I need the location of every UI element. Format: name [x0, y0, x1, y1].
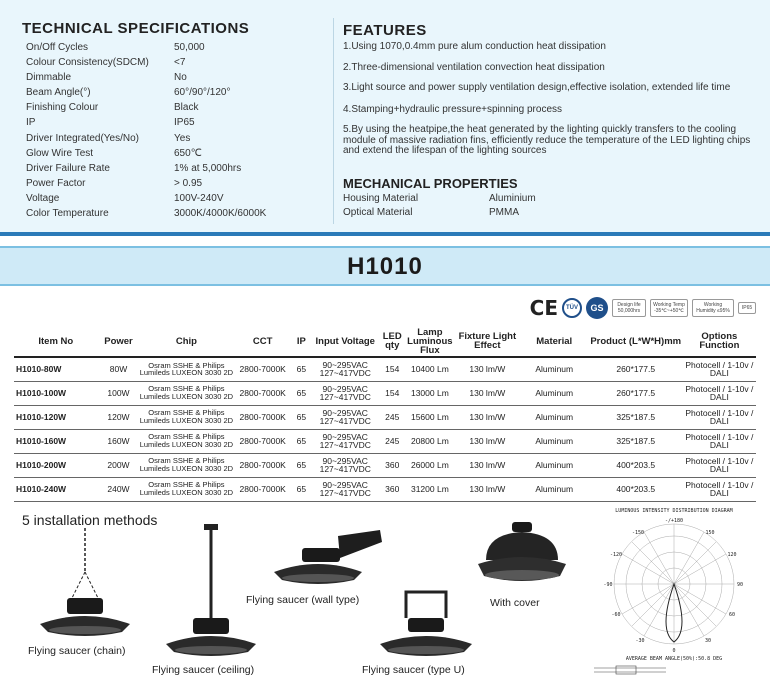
table-cell: 130 lm/W	[455, 453, 520, 477]
table-row	[14, 381, 756, 405]
table-cell: H1010-240W	[14, 477, 98, 501]
table-cell: 260*177.5	[589, 381, 683, 405]
ce-mark-icon: CE	[529, 296, 558, 320]
spec-key: Driver Integrated(Yes/No)	[26, 132, 140, 144]
lamp-wall-image	[268, 528, 388, 592]
table-cell: 65	[292, 429, 311, 453]
table-cell: 13000 Lm	[405, 381, 455, 405]
spec-value: IP65	[174, 117, 195, 129]
lamp-chain-image	[30, 524, 140, 644]
table-cell: 80W	[98, 357, 140, 381]
table-cell: 130 lm/W	[455, 381, 520, 405]
working-temp-badge: Working Temp -35℃~+50℃	[650, 299, 688, 317]
table-cell: 130 lm/W	[455, 357, 520, 381]
spec-value: 1% at 5,000hrs	[174, 162, 242, 174]
table-cell: 200W	[98, 453, 140, 477]
lamp-ceiling-image	[160, 522, 260, 662]
spec-row	[26, 100, 324, 115]
table-cell: 154	[380, 381, 405, 405]
table-header-cell: Input Voltage	[311, 326, 380, 357]
table-cell: 90~295VAC 127~417VDC	[311, 453, 380, 477]
model-title: H1010	[347, 253, 423, 280]
table-cell: 260*177.5	[589, 357, 683, 381]
angle-label: 150	[705, 530, 715, 536]
table-cell: H1010-100W	[14, 381, 98, 405]
mechanical-properties-title: MECHANICAL PROPERTIES	[343, 176, 518, 191]
spec-value: 3000K/4000K/6000K	[174, 208, 267, 220]
spec-row	[26, 176, 324, 191]
table-cell: 20800 Lm	[405, 429, 455, 453]
spec-row	[26, 115, 324, 130]
spec-row	[26, 206, 324, 221]
table-cell: Osram SSHE & Philips Lumileds LUXEON 3030 2D	[139, 477, 233, 501]
lamp-u-type-image	[376, 588, 476, 664]
table-cell: 245	[380, 429, 405, 453]
table-cell: 100W	[98, 381, 140, 405]
angle-label: 120	[727, 552, 737, 558]
table-cell: 2800-7000K	[233, 453, 292, 477]
spec-value: 50,000	[174, 42, 205, 53]
table-cell: 160W	[98, 429, 140, 453]
table-cell: 130 lm/W	[455, 477, 520, 501]
spec-value: 60°/90°/120°	[174, 87, 231, 99]
features-title: FEATURES	[343, 22, 427, 39]
mechanical-row	[343, 192, 536, 206]
table-cell: H1010-80W	[14, 357, 98, 381]
table-cell: 400*203.5	[589, 477, 683, 501]
spec-key: On/Off Cycles	[26, 42, 89, 53]
table-cell: 10400 Lm	[405, 357, 455, 381]
method-label: Flying saucer (wall type)	[246, 594, 360, 606]
spec-key: Color Temperature	[26, 208, 109, 220]
spec-row	[26, 85, 324, 100]
table-cell: Aluminum	[520, 477, 589, 501]
method-label: Flying saucer (type U)	[362, 664, 465, 676]
table-cell: 154	[380, 357, 405, 381]
table-cell: 15600 Lm	[405, 405, 455, 429]
feature-item: 2.Three-dimensional ventilation convection heat dissipation	[343, 61, 605, 73]
table-cell: 90~295VAC 127~417VDC	[311, 477, 380, 501]
table-cell: 360	[380, 453, 405, 477]
spec-row	[26, 146, 324, 161]
table-cell: Aluminum	[520, 357, 589, 381]
angle-label: -120	[609, 552, 623, 558]
spec-key: Colour Consistency(SDCM)	[26, 57, 149, 69]
feature-item: 3.Light source and power supply ventilation design,effective isolation, extended life time	[343, 82, 731, 93]
mechanical-value: PMMA	[489, 207, 519, 218]
table-header-row	[14, 326, 756, 357]
table-cell: Osram SSHE & Philips Lumileds LUXEON 3030 2D	[139, 357, 233, 381]
table-cell: 90~295VAC 127~417VDC	[311, 405, 380, 429]
certifications	[530, 296, 756, 320]
table-header-cell: Chip	[139, 326, 233, 357]
spec-value: <7	[174, 57, 186, 69]
spec-key: Finishing Colour	[26, 102, 99, 114]
mechanical-row	[343, 206, 536, 220]
diagram-title: LUMINOUS INTENSITY DISTRIBUTION DIAGRAM	[615, 508, 733, 514]
table-cell: 65	[292, 357, 311, 381]
spec-value: > 0.95	[174, 177, 203, 189]
table-cell: 65	[292, 381, 311, 405]
table-header-cell: IP	[292, 326, 311, 357]
angle-label: 30	[704, 638, 712, 644]
table-cell: H1010-120W	[14, 405, 98, 429]
table-header-cell: Material	[520, 326, 589, 357]
angle-label: -150	[631, 530, 645, 536]
table-header-cell: LED qty	[380, 326, 405, 357]
mechanical-properties-list	[343, 192, 536, 220]
mechanical-key: Housing Material	[343, 193, 419, 204]
installation-title: 5 installation methods	[22, 512, 158, 528]
table-cell: 400*203.5	[589, 453, 683, 477]
spec-key: IP	[26, 117, 36, 129]
table-cell: 240W	[98, 477, 140, 501]
method-label: Flying saucer (ceiling)	[152, 664, 255, 676]
table-cell: 325*187.5	[589, 405, 683, 429]
spec-row	[26, 131, 324, 146]
spec-key: Power Factor	[26, 177, 86, 189]
table-cell: 130 lm/W	[455, 405, 520, 429]
table-cell: H1010-160W	[14, 429, 98, 453]
product-table	[14, 326, 756, 502]
table-header-cell: Options Function	[683, 326, 756, 357]
table-cell: Aluminum	[520, 429, 589, 453]
table-cell: 130 lm/W	[455, 429, 520, 453]
table-cell: 65	[292, 453, 311, 477]
table-header-cell: Product (L*W*H)mm	[589, 326, 683, 357]
spec-key: Glow Wire Test	[26, 147, 94, 159]
table-body	[14, 357, 756, 501]
spec-row	[26, 161, 324, 176]
table-header-cell: Power	[98, 326, 140, 357]
table-cell: Photocell / 1-10v / DALI	[683, 453, 756, 477]
table-cell: Photocell / 1-10v / DALI	[683, 405, 756, 429]
table-cell: 245	[380, 405, 405, 429]
table-header-cell: Item No	[14, 326, 98, 357]
table-cell: 65	[292, 405, 311, 429]
table-row	[14, 357, 756, 381]
angle-label: -30	[635, 638, 645, 644]
angle-label: 60	[728, 612, 736, 618]
table-cell: 2800-7000K	[233, 405, 292, 429]
angle-label: 0	[672, 648, 676, 654]
table-cell: 120W	[98, 405, 140, 429]
model-band	[0, 246, 770, 286]
luminous-intensity-diagram	[586, 504, 762, 676]
spec-row	[26, 70, 324, 85]
mechanical-key: Optical Material	[343, 207, 413, 218]
table-cell: 2800-7000K	[233, 429, 292, 453]
ip-badge: IP65	[738, 302, 756, 314]
table-cell: Photocell / 1-10v / DALI	[683, 381, 756, 405]
diagram-caption: AVERAGE BEAM ANGLE(50%):50.8 DEG	[625, 656, 723, 662]
table-header-cell: CCT	[233, 326, 292, 357]
diagram-legend-icon	[594, 666, 666, 674]
spec-value: 650℃	[174, 147, 202, 159]
table-cell: 90~295VAC 127~417VDC	[311, 429, 380, 453]
table-cell: 90~295VAC 127~417VDC	[311, 381, 380, 405]
table-cell: 90~295VAC 127~417VDC	[311, 357, 380, 381]
table-row	[14, 429, 756, 453]
table-cell: 325*187.5	[589, 429, 683, 453]
angle-label: -90	[603, 582, 613, 588]
method-label: With cover	[490, 597, 540, 609]
angle-label: 90	[736, 582, 744, 588]
table-cell: Osram SSHE & Philips Lumileds LUXEON 3030 2D	[139, 405, 233, 429]
feature-item: 4.Stamping+hydraulic pressure+spinning process	[343, 103, 563, 115]
spec-value: Black	[174, 102, 199, 114]
spec-row	[26, 55, 324, 70]
working-humidity-badge: Working Humidity ≤95%	[692, 299, 734, 317]
table-row	[14, 477, 756, 501]
specs-panel	[0, 0, 770, 236]
spec-row	[26, 40, 324, 55]
spec-value: No	[174, 72, 187, 84]
angle-label: -60	[611, 612, 621, 618]
mechanical-value: Aluminium	[489, 193, 536, 204]
spec-value: Yes	[174, 132, 191, 144]
table-header-cell: Lamp Luminous Flux	[405, 326, 455, 357]
table-cell: 360	[380, 477, 405, 501]
table-cell: Aluminum	[520, 453, 589, 477]
table-row	[14, 453, 756, 477]
spec-row	[26, 191, 324, 206]
table-cell: H1010-200W	[14, 453, 98, 477]
table-row	[14, 405, 756, 429]
lamp-with-cover-image	[472, 520, 572, 594]
table-cell: Osram SSHE & Philips Lumileds LUXEON 3030 2D	[139, 381, 233, 405]
table-cell: Photocell / 1-10v / DALI	[683, 477, 756, 501]
spec-value: 100V-240V	[174, 192, 224, 204]
table-cell: Photocell / 1-10v / DALI	[683, 357, 756, 381]
spec-key: Voltage	[26, 192, 60, 204]
spec-key: Beam Angle(°)	[26, 87, 91, 99]
spec-key: Dimmable	[26, 72, 72, 84]
table-cell: Aluminum	[520, 381, 589, 405]
table-header-cell: Fixture Light Effect	[455, 326, 520, 357]
features-list	[343, 42, 753, 168]
table-cell: 26000 Lm	[405, 453, 455, 477]
table-cell: 2800-7000K	[233, 357, 292, 381]
table-cell: 65	[292, 477, 311, 501]
spec-key: Driver Failure Rate	[26, 162, 110, 174]
feature-item: 1.Using 1070,0.4mm pure alum conduction heat dissipation	[343, 41, 606, 52]
method-label: Flying saucer (chain)	[28, 645, 126, 657]
table-cell: Osram SSHE & Philips Lumileds LUXEON 3030 2D	[139, 429, 233, 453]
table-cell: Aluminum	[520, 405, 589, 429]
table-cell: 2800-7000K	[233, 381, 292, 405]
table-cell: Photocell / 1-10v / DALI	[683, 429, 756, 453]
design-life-badge: Design life 50,000hrs	[612, 299, 646, 317]
tuv-icon: TÜV	[562, 298, 582, 318]
table-cell: 2800-7000K	[233, 477, 292, 501]
table-cell: 31200 Lm	[405, 477, 455, 501]
gs-icon: GS	[586, 297, 608, 319]
technical-specifications-list	[26, 40, 324, 221]
angle-label: -/+180	[664, 518, 684, 524]
technical-specifications-title: TECHNICAL SPECIFICATIONS	[22, 20, 250, 37]
feature-item: 5.By using the heatpipe,the heat generated by the lighting quickly transfers to the cooling module of massive radiation fins, efficiently reduce the temperature of the LED lighting chips and extend the lifespan of the lighting sources	[343, 124, 751, 156]
table-cell: Osram SSHE & Philips Lumileds LUXEON 3030 2D	[139, 453, 233, 477]
divider	[333, 18, 334, 224]
